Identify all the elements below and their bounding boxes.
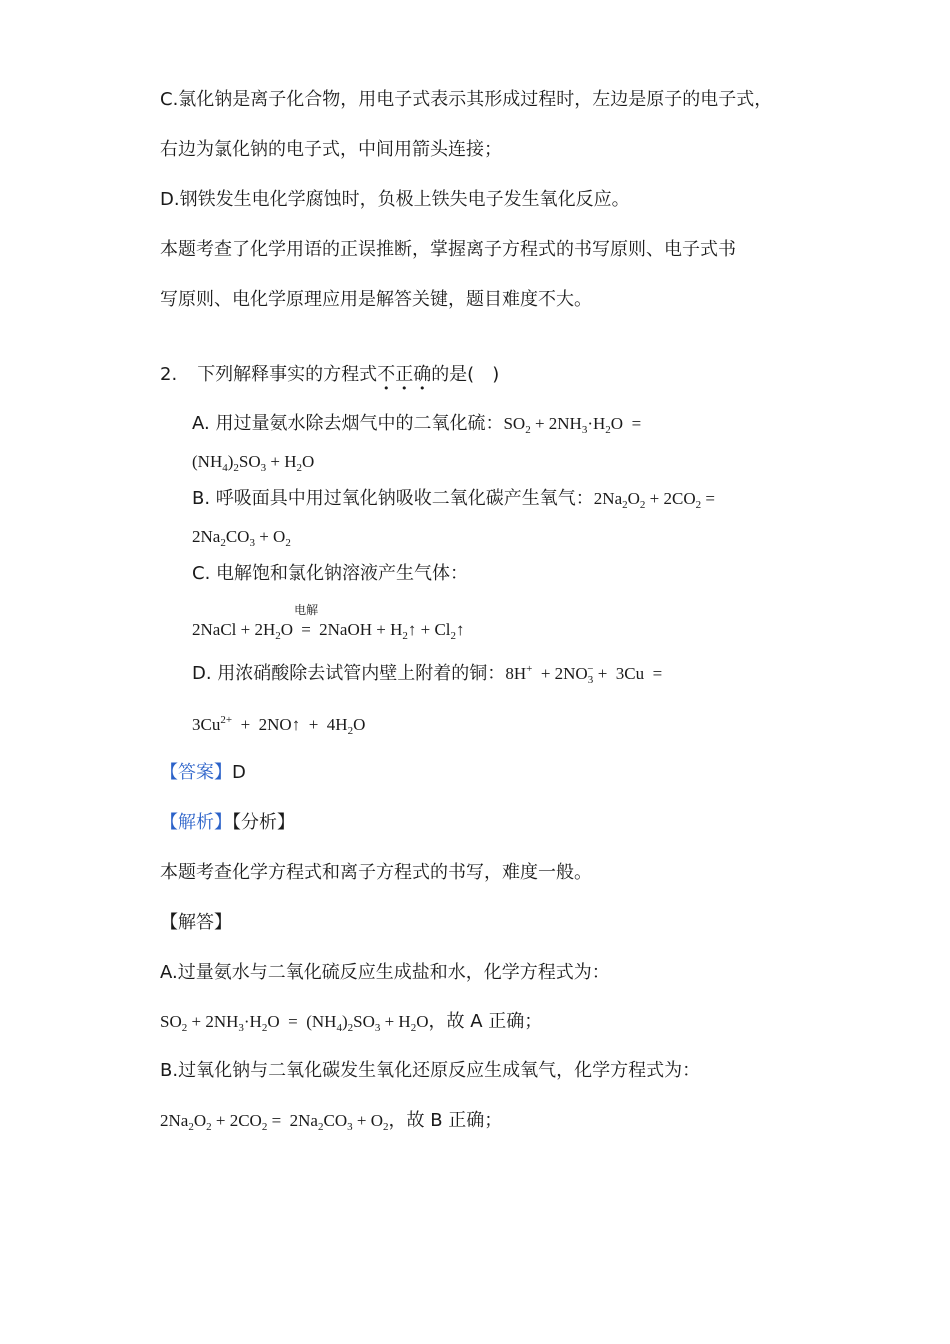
solution-b-equation: $2Na_2O_2 + 2CO_2 = 2Na_2CO_3 + O_2$ [160, 1111, 389, 1133]
solution-a-conclusion: ，故 A 正确； [428, 1011, 543, 1032]
solution-a-equation: $SO_2 + 2NH_3\cdot H_2O = (NH_4)_2SO_3 + H_2O$ [160, 1012, 429, 1034]
summary-line-1: 本题考查了化学用语的正误推断，掌握离子方程式的书写原则、电子式书 [160, 239, 736, 260]
question-stem [160, 362, 499, 388]
analysis-text: 本题考查化学方程式和离子方程式的书写，难度一般。 [160, 862, 592, 883]
option-a-text: A. 用过量氨水除去烟气中的二氧化硫： [192, 413, 504, 434]
analysis-c-line-1: C.氯化钠是离子化合物，用电子式表示其形成过程时，左边是原子的电子式， [160, 89, 773, 110]
solution-a-line: A.过量氨水与二氧化硫反应生成盐和水，化学方程式为： [160, 962, 610, 983]
option-d-equation-part1: $8H^+ + 2NO_3^- + 3Cu$ = [505, 663, 663, 686]
summary-line-2: 写原则、电化学原理应用是解答关键，题目难度不大。 [160, 289, 592, 310]
option-a [192, 411, 641, 437]
answer-line [160, 760, 246, 786]
analysis-label: 【分析】 [232, 812, 295, 833]
question-number: 2. [160, 364, 178, 385]
solution-b-line: B.过氧化钠与二氧化碳发生氧化还原反应生成氧气，化学方程式为： [160, 1060, 701, 1081]
option-a-equation-part1: $SO_2 + 2NH_3\cdot H_2O$ = [503, 414, 642, 436]
explanation-header [160, 810, 295, 836]
solution-b-conclusion: ，故 B 正确； [388, 1110, 503, 1131]
option-d-text: D. 用浓硝酸除去试管内壁上附着的铜： [192, 663, 506, 684]
solution-a-equation-line [160, 1009, 542, 1035]
option-b-equation-part2: $2Na_2CO_3 + O_2$ [192, 527, 291, 549]
explanation-label: 【解析】 [160, 812, 232, 833]
solution-b-equation-line [160, 1108, 502, 1134]
stem-before: 下列解释事实的方程式 [197, 364, 378, 385]
electrolysis-condition: 电解 = [297, 617, 315, 643]
stem-close: ) [492, 364, 500, 385]
emphasis-char-1: 不 [377, 364, 396, 385]
option-c-text: C. 电解饱和氯化钠溶液产生气体： [192, 563, 469, 584]
analysis-d-line: D.钢铁发生电化学腐蚀时，负极上铁失电子发生氧化反应。 [160, 189, 630, 210]
option-d-equation-part2: $3Cu^{2+}$ + 2NO↑ + $4H_2O$ [192, 714, 366, 737]
stem-after: 的是( [431, 364, 475, 385]
option-d [192, 661, 662, 687]
solution-label: 【解答】 [160, 912, 232, 933]
answer-label: 【答案】 [160, 762, 232, 783]
analysis-c-line-2: 右边为氯化钠的电子式，中间用箭头连接； [160, 139, 502, 160]
answer-value: D [232, 762, 246, 783]
emphasis-char-3: 确 [413, 364, 432, 385]
option-b-equation-part1: $2Na_2O_2 + 2CO_2$ = [593, 489, 715, 511]
option-a-equation-part2: $(NH_4)_2SO_3 + H_2O$ [192, 452, 315, 474]
option-b-text: B. 呼吸面具中用过氧化钠吸收二氧化碳产生氧气： [192, 488, 594, 509]
option-b [192, 486, 715, 512]
emphasis-char-2: 正 [395, 364, 414, 385]
option-c-equation: 2NaCl + $2H_2O$ 电解 = 2NaOH + $H_2↑$ + $Cl_2↑$ [192, 617, 465, 643]
electrolysis-condition-label: 电解 [294, 603, 319, 617]
